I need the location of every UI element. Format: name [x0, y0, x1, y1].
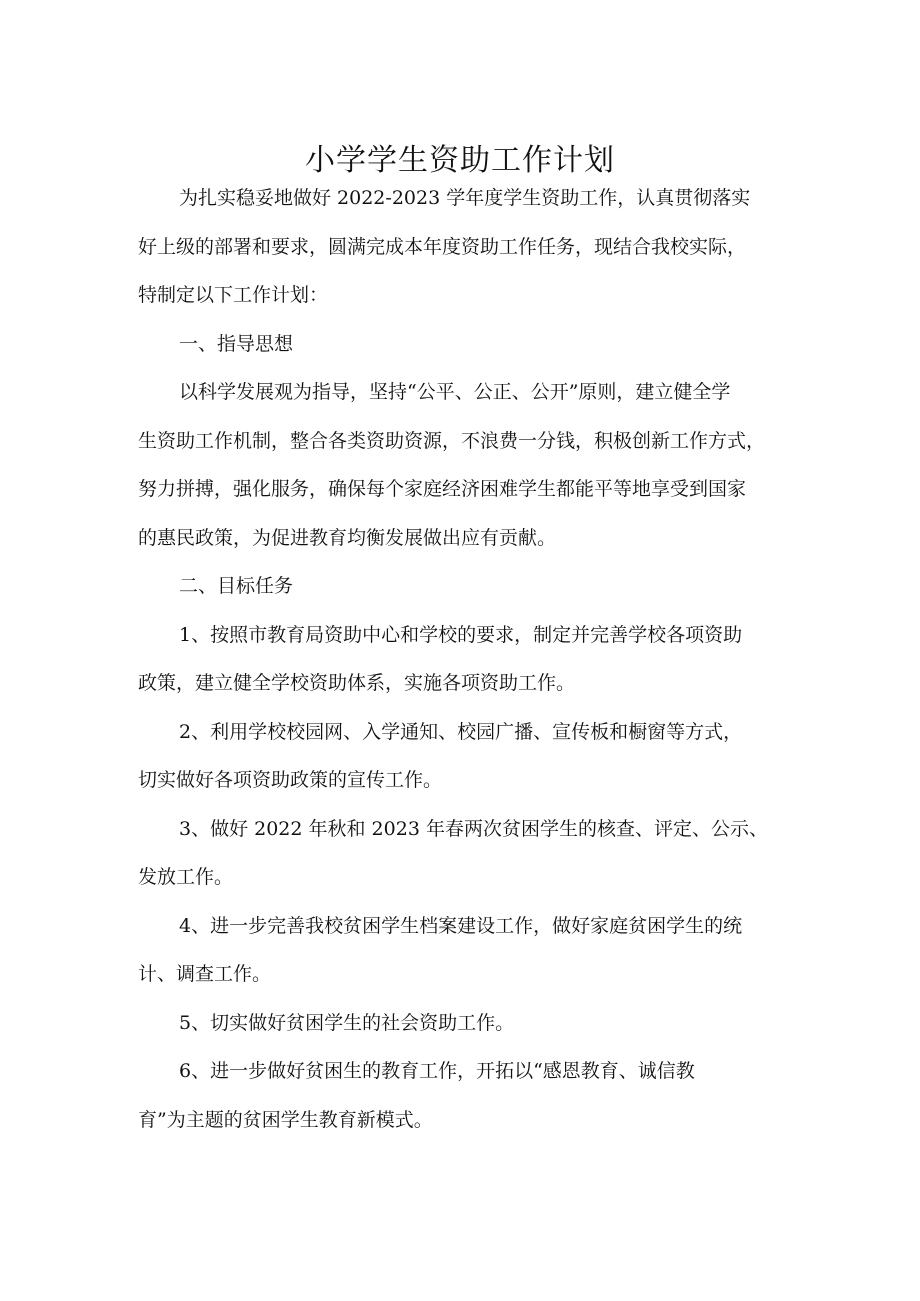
text-line: 1、按照市教育局资助中心和学校的要求，制定并完善学校各项资助 — [179, 623, 743, 646]
text-line: 的惠民政策，为促进教育均衡发展做出应有贡献。 — [138, 526, 557, 549]
paragraph-intro — [138, 174, 798, 320]
list-item-6 — [138, 1047, 798, 1144]
document-body — [138, 174, 798, 1144]
section-heading-goals — [138, 562, 798, 611]
list-item-3 — [138, 805, 798, 902]
text-line: 特制定以下工作计划： — [138, 284, 329, 306]
text-line: 计、调查工作。 — [138, 963, 272, 985]
text-line: 好上级的部署和要求，圆满完成本年度资助工作任务，现结合我校实际， — [138, 235, 747, 258]
paragraph-guiding-ideology — [138, 368, 798, 562]
text-line: 5、切实做好贫困学生的社会资助工作。 — [179, 1011, 515, 1034]
text-line: 为扎实稳妥地做好 2022-2023 学年度学生资助工作，认真贯彻落实 — [179, 187, 751, 209]
document-title: 小学学生资助工作计划 — [305, 143, 615, 179]
list-item-2 — [138, 708, 798, 805]
text-line: 生资助工作机制，整合各类资助资源，不浪费一分钱，积极创新工作方式， — [138, 429, 766, 452]
text-line: 切实做好各项资助政策的宣传工作。 — [138, 769, 443, 791]
list-item-4 — [138, 902, 798, 999]
text-line: 2、利用学校校园网、入学通知、校园广播、宣传板和橱窗等方式， — [179, 720, 743, 743]
text-line: 一、指导思想 — [179, 332, 294, 355]
list-item-5 — [138, 999, 798, 1048]
text-line: 以科学发展观为指导，坚持“公平、公正、公开”原则，建立健全学 — [179, 381, 731, 403]
section-heading-guiding-ideology — [138, 320, 798, 369]
text-line: 3、做好 2022 年秋和 2023 年春两次贫困学生的核查、评定、公示、 — [179, 817, 768, 840]
text-line: 育”为主题的贫困学生教育新模式。 — [138, 1108, 433, 1131]
list-item-1 — [138, 611, 798, 708]
text-line: 发放工作。 — [138, 866, 234, 888]
text-line: 努力拼搏，强化服务，确保每个家庭经济困难学生都能平等地享受到国家 — [138, 478, 747, 500]
text-line: 二、目标任务 — [179, 575, 294, 597]
text-line: 4、进一步完善我校贫困学生档案建设工作，做好家庭贫困学生的统 — [179, 914, 743, 937]
text-line: 6、进一步做好贫困生的教育工作，开拓以“感恩教育、诚信教 — [179, 1060, 695, 1082]
text-line: 政策，建立健全学校资助体系，实施各项资助工作。 — [138, 672, 576, 694]
